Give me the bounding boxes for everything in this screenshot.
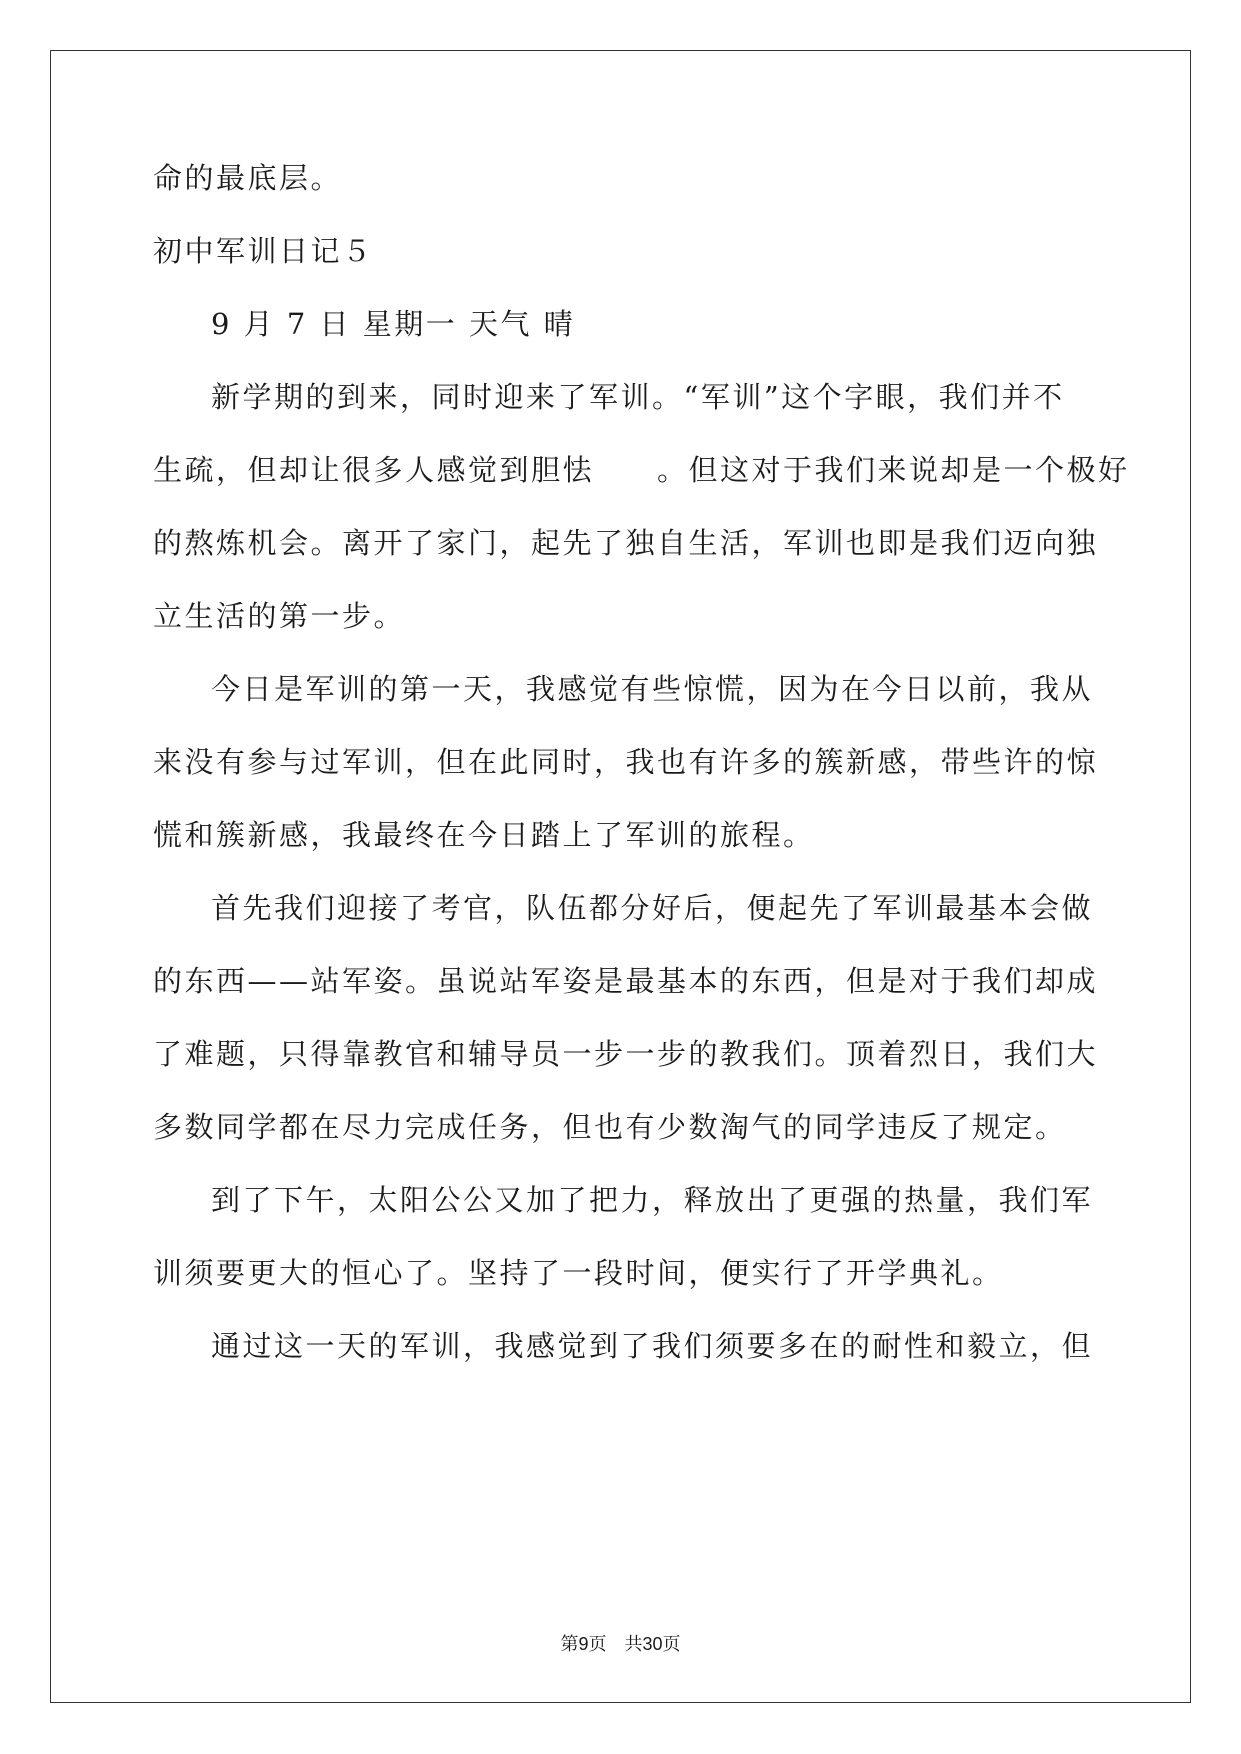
page-number: 9 bbox=[578, 1634, 589, 1654]
footer-suffix: 页 bbox=[662, 1634, 681, 1655]
text-line: 多数同学都在尽力完成任务，但也有少数淘气的同学违反了规定。 bbox=[153, 1110, 1067, 1144]
text-line: 通过这一天的军训，我感觉到了我们须要多在的耐性和毅立，但 bbox=[211, 1329, 1094, 1363]
page-border bbox=[50, 50, 1191, 1703]
text-line: 生疏，但却让很多人感觉到胆怯 。但这对于我们来说却是一个极好 bbox=[153, 453, 1130, 487]
text-line: 慌和簇新感，我最终在今日踏上了军训的旅程。 bbox=[153, 818, 815, 852]
footer-prefix: 第 bbox=[560, 1634, 579, 1655]
text-line: 今日是军训的第一天，我感觉有些惊慌，因为在今日以前，我从 bbox=[211, 672, 1094, 706]
text-line: 的东西——站军姿。虽说站军姿是最基本的东西，但是对于我们却成 bbox=[153, 964, 1099, 998]
text-line: 立生活的第一步。 bbox=[153, 599, 406, 633]
date-line: 9 月 7 日 星期一 天气 晴 bbox=[211, 307, 576, 341]
text-line: 新学期的到来，同时迎来了军训。“军训”这个字眼，我们并不 bbox=[211, 380, 1065, 414]
text-line: 来没有参与过军训，但在此同时，我也有许多的簇新感，带些许的惊 bbox=[153, 745, 1099, 779]
text-line: 命的最底层。 bbox=[153, 161, 343, 195]
text-line: 的熬炼机会。离开了家门，起先了独自生活，军训也即是我们迈向独 bbox=[153, 526, 1099, 560]
text-line: 首先我们迎接了考官，队伍都分好后，便起先了军训最基本会做 bbox=[211, 891, 1094, 925]
page-footer bbox=[0, 1632, 1241, 1657]
text-line: 了难题，只得靠教官和辅导员一步一步的教我们。顶着烈日，我们大 bbox=[153, 1037, 1099, 1071]
section-heading: 初中军训日记５ bbox=[153, 234, 374, 268]
text-line: 到了下午，太阳公公又加了把力，释放出了更强的热量，我们军 bbox=[211, 1183, 1094, 1217]
text-line: 训须要更大的恒心了。坚持了一段时间，便实行了开学典礼。 bbox=[153, 1256, 1004, 1290]
footer-middle: 页 共 bbox=[588, 1634, 643, 1655]
total-pages: 30 bbox=[642, 1634, 663, 1654]
